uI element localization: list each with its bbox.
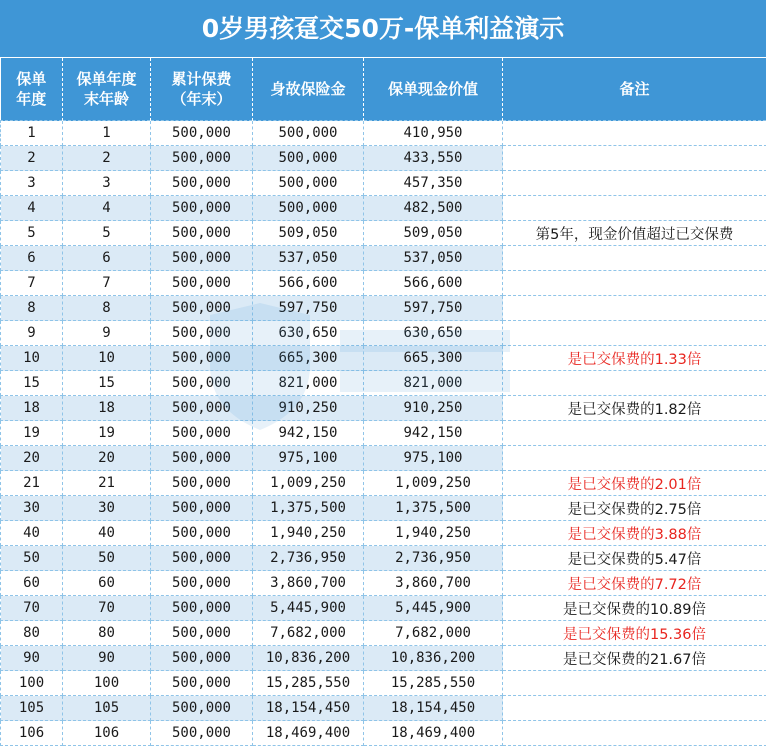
cell-premium: 500,000: [151, 246, 253, 271]
cell-age: 6: [63, 246, 151, 271]
cell-age: 8: [63, 296, 151, 321]
cell-age: 15: [63, 371, 151, 396]
table-row: [1, 471, 766, 496]
cell-death: 5,445,900: [253, 596, 364, 621]
cell-premium: 500,000: [151, 696, 253, 721]
cell-year: 70: [1, 596, 63, 621]
cell-cash: 665,300: [364, 346, 503, 371]
table-row: [1, 296, 766, 321]
header-line: 保单: [1, 69, 63, 89]
table-row: [1, 271, 766, 296]
cell-premium: 500,000: [151, 596, 253, 621]
cell-year: 1: [1, 121, 63, 146]
cell-age: 70: [63, 596, 151, 621]
cell-premium: 500,000: [151, 346, 253, 371]
cell-cash: 18,469,400: [364, 721, 503, 746]
cell-age: 5: [63, 221, 151, 246]
cell-cash: 482,500: [364, 196, 503, 221]
cell-year: 21: [1, 471, 63, 496]
cell-note: [503, 696, 766, 721]
header-line: 保单年度: [63, 69, 150, 89]
cell-cash: 597,750: [364, 296, 503, 321]
cell-age: 3: [63, 171, 151, 196]
cell-death: 630,650: [253, 321, 364, 346]
cell-premium: 500,000: [151, 146, 253, 171]
cell-year: 20: [1, 446, 63, 471]
header-note: 备注: [503, 58, 766, 121]
cell-age: 7: [63, 271, 151, 296]
cell-year: 9: [1, 321, 63, 346]
cell-note: [503, 246, 766, 271]
cell-age: 10: [63, 346, 151, 371]
cell-note: 是已交保费的15.36倍: [503, 621, 766, 646]
cell-age: 18: [63, 396, 151, 421]
cell-note: [503, 421, 766, 446]
cell-age: 105: [63, 696, 151, 721]
cell-death: 1,940,250: [253, 521, 364, 546]
cell-year: 15: [1, 371, 63, 396]
header-line: 年度: [1, 89, 63, 109]
cell-year: 19: [1, 421, 63, 446]
cell-age: 20: [63, 446, 151, 471]
cell-age: 90: [63, 646, 151, 671]
cell-age: 4: [63, 196, 151, 221]
cell-year: 105: [1, 696, 63, 721]
header-cash-value: 保单现金价值: [364, 58, 503, 121]
cell-premium: 500,000: [151, 171, 253, 196]
table-row: [1, 396, 766, 421]
cell-death: 500,000: [253, 196, 364, 221]
cell-death: 500,000: [253, 146, 364, 171]
cell-note: [503, 446, 766, 471]
cell-cash: 2,736,950: [364, 546, 503, 571]
table-row: [1, 671, 766, 696]
cell-death: 15,285,550: [253, 671, 364, 696]
cell-cash: 910,250: [364, 396, 503, 421]
benefit-table: [0, 58, 766, 746]
cell-year: 6: [1, 246, 63, 271]
cell-death: 2,736,950: [253, 546, 364, 571]
cell-premium: 500,000: [151, 671, 253, 696]
cell-year: 50: [1, 546, 63, 571]
cell-year: 60: [1, 571, 63, 596]
cell-year: 4: [1, 196, 63, 221]
header-premium: [151, 58, 253, 121]
cell-death: 942,150: [253, 421, 364, 446]
cell-age: 80: [63, 621, 151, 646]
table-row: [1, 246, 766, 271]
cell-note: 是已交保费的7.72倍: [503, 571, 766, 596]
cell-cash: 15,285,550: [364, 671, 503, 696]
cell-year: 40: [1, 521, 63, 546]
table-row: [1, 646, 766, 671]
cell-death: 18,154,450: [253, 696, 364, 721]
cell-age: 21: [63, 471, 151, 496]
cell-age: 1: [63, 121, 151, 146]
cell-death: 975,100: [253, 446, 364, 471]
cell-note: 是已交保费的2.75倍: [503, 496, 766, 521]
cell-cash: 537,050: [364, 246, 503, 271]
cell-death: 3,860,700: [253, 571, 364, 596]
table-row: [1, 496, 766, 521]
cell-note: [503, 671, 766, 696]
cell-premium: 500,000: [151, 546, 253, 571]
cell-death: 821,000: [253, 371, 364, 396]
table-row: [1, 421, 766, 446]
table-row: [1, 721, 766, 746]
cell-note: [503, 321, 766, 346]
cell-cash: 18,154,450: [364, 696, 503, 721]
cell-death: 10,836,200: [253, 646, 364, 671]
cell-cash: 942,150: [364, 421, 503, 446]
cell-year: 90: [1, 646, 63, 671]
cell-year: 106: [1, 721, 63, 746]
cell-death: 500,000: [253, 121, 364, 146]
cell-premium: 500,000: [151, 296, 253, 321]
cell-age: 9: [63, 321, 151, 346]
cell-year: 7: [1, 271, 63, 296]
page-title: 0岁男孩趸交50万-保单利益演示: [0, 0, 766, 58]
table-row: [1, 446, 766, 471]
cell-age: 30: [63, 496, 151, 521]
cell-cash: 821,000: [364, 371, 503, 396]
cell-note: 是已交保费的10.89倍: [503, 596, 766, 621]
cell-year: 80: [1, 621, 63, 646]
cell-premium: 500,000: [151, 121, 253, 146]
cell-premium: 500,000: [151, 421, 253, 446]
cell-age: 40: [63, 521, 151, 546]
cell-note: 是已交保费的1.33倍: [503, 346, 766, 371]
table-row: [1, 221, 766, 246]
cell-cash: 509,050: [364, 221, 503, 246]
cell-note: 是已交保费的1.82倍: [503, 396, 766, 421]
cell-age: 100: [63, 671, 151, 696]
cell-note: 是已交保费的2.01倍: [503, 471, 766, 496]
table-header: [1, 58, 766, 121]
cell-year: 18: [1, 396, 63, 421]
cell-death: 537,050: [253, 246, 364, 271]
cell-death: 1,375,500: [253, 496, 364, 521]
cell-cash: 433,550: [364, 146, 503, 171]
cell-note: 第5年，现金价值超过已交保费: [503, 221, 766, 246]
cell-year: 30: [1, 496, 63, 521]
cell-note: [503, 196, 766, 221]
cell-death: 509,050: [253, 221, 364, 246]
cell-death: 665,300: [253, 346, 364, 371]
header-policy-year: [1, 58, 63, 121]
cell-cash: 3,860,700: [364, 571, 503, 596]
cell-note: [503, 371, 766, 396]
cell-premium: 500,000: [151, 321, 253, 346]
cell-premium: 500,000: [151, 396, 253, 421]
cell-cash: 1,375,500: [364, 496, 503, 521]
cell-note: [503, 146, 766, 171]
cell-premium: 500,000: [151, 621, 253, 646]
cell-cash: 7,682,000: [364, 621, 503, 646]
cell-premium: 500,000: [151, 221, 253, 246]
cell-age: 60: [63, 571, 151, 596]
cell-premium: 500,000: [151, 446, 253, 471]
cell-death: 500,000: [253, 171, 364, 196]
cell-premium: 500,000: [151, 471, 253, 496]
cell-death: 910,250: [253, 396, 364, 421]
table-row: [1, 171, 766, 196]
cell-note: [503, 271, 766, 296]
cell-premium: 500,000: [151, 646, 253, 671]
cell-note: 是已交保费的5.47倍: [503, 546, 766, 571]
cell-age: 2: [63, 146, 151, 171]
cell-age: 50: [63, 546, 151, 571]
cell-death: 18,469,400: [253, 721, 364, 746]
cell-premium: 500,000: [151, 521, 253, 546]
cell-death: 1,009,250: [253, 471, 364, 496]
cell-year: 100: [1, 671, 63, 696]
table-row: [1, 146, 766, 171]
header-age: [63, 58, 151, 121]
cell-note: [503, 721, 766, 746]
header-line: 末年龄: [63, 89, 150, 109]
cell-cash: 10,836,200: [364, 646, 503, 671]
cell-cash: 975,100: [364, 446, 503, 471]
cell-year: 5: [1, 221, 63, 246]
cell-death: 7,682,000: [253, 621, 364, 646]
cell-age: 19: [63, 421, 151, 446]
cell-year: 3: [1, 171, 63, 196]
table-row: [1, 196, 766, 221]
cell-note: [503, 121, 766, 146]
cell-note: 是已交保费的3.88倍: [503, 521, 766, 546]
table-row: [1, 346, 766, 371]
cell-age: 106: [63, 721, 151, 746]
cell-cash: 1,009,250: [364, 471, 503, 496]
cell-premium: 500,000: [151, 721, 253, 746]
cell-note: 是已交保费的21.67倍: [503, 646, 766, 671]
cell-death: 597,750: [253, 296, 364, 321]
header-line: 累计保费: [151, 69, 252, 89]
header-death-benefit: 身故保险金: [253, 58, 364, 121]
table-row: [1, 521, 766, 546]
table-row: [1, 546, 766, 571]
cell-note: [503, 296, 766, 321]
table-row: [1, 371, 766, 396]
cell-cash: 630,650: [364, 321, 503, 346]
cell-premium: 500,000: [151, 571, 253, 596]
cell-year: 10: [1, 346, 63, 371]
table-body: [1, 121, 766, 746]
cell-cash: 1,940,250: [364, 521, 503, 546]
cell-note: [503, 171, 766, 196]
cell-premium: 500,000: [151, 371, 253, 396]
cell-premium: 500,000: [151, 196, 253, 221]
header-line: （年末）: [151, 89, 252, 109]
table-row: [1, 321, 766, 346]
cell-cash: 566,600: [364, 271, 503, 296]
cell-cash: 457,350: [364, 171, 503, 196]
cell-cash: 410,950: [364, 121, 503, 146]
table-row: [1, 596, 766, 621]
cell-year: 2: [1, 146, 63, 171]
cell-premium: 500,000: [151, 271, 253, 296]
table-row: [1, 121, 766, 146]
table-row: [1, 571, 766, 596]
table-row: [1, 696, 766, 721]
cell-premium: 500,000: [151, 496, 253, 521]
cell-cash: 5,445,900: [364, 596, 503, 621]
table-row: [1, 621, 766, 646]
cell-year: 8: [1, 296, 63, 321]
cell-death: 566,600: [253, 271, 364, 296]
